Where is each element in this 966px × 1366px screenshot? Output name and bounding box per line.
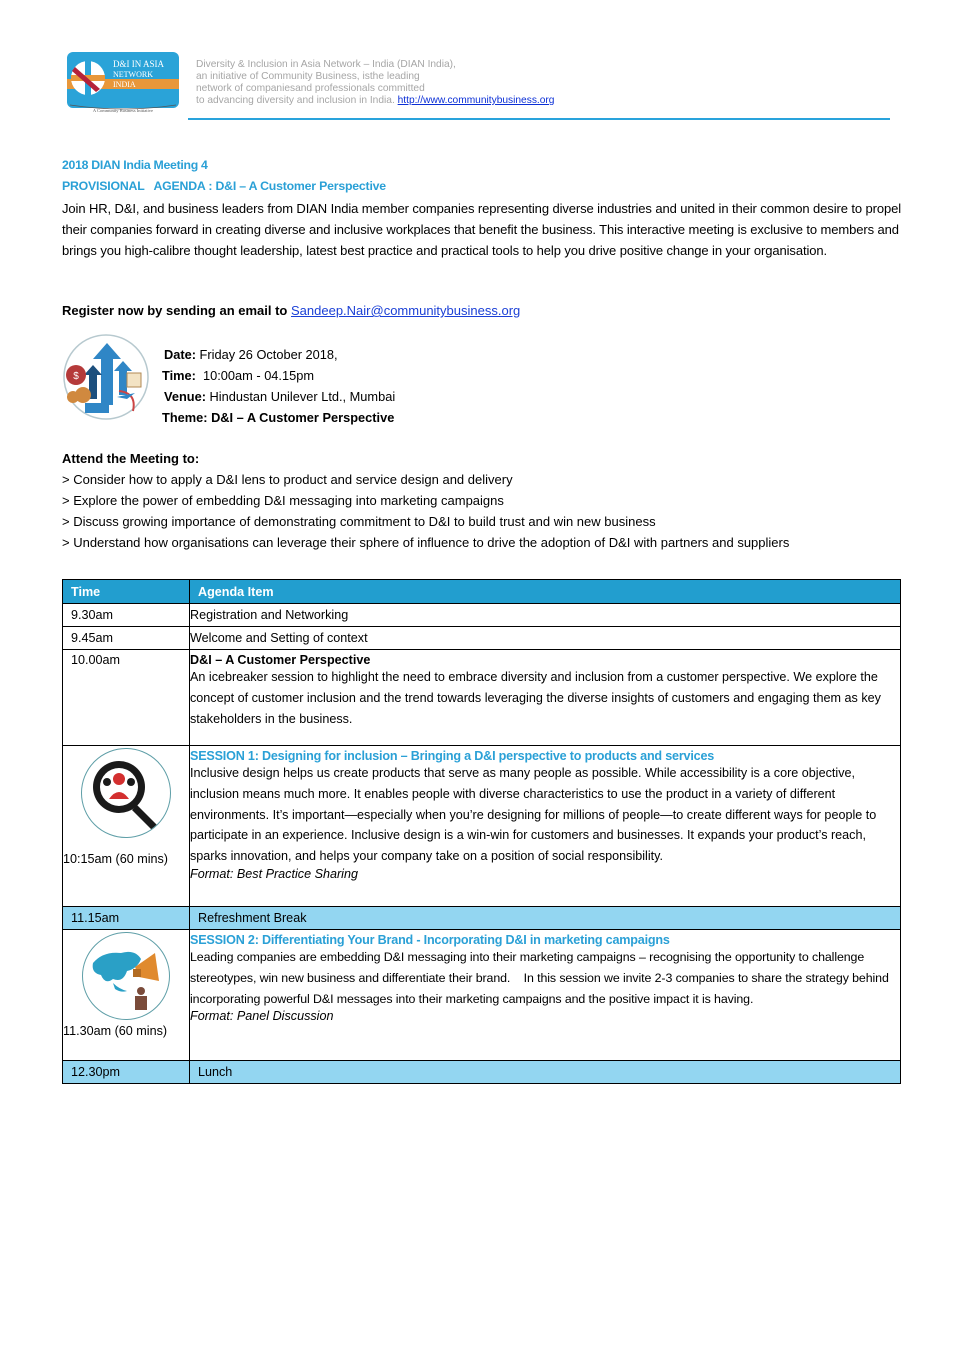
column-header-agenda-item: Agenda Item [190, 580, 901, 604]
event-date: Date: Friday 26 October 2018, [164, 347, 338, 362]
blurb-line: network of companiesand professionals committed [196, 83, 425, 94]
register-email-link[interactable]: Sandeep.Nair@communitybusiness.org [291, 303, 521, 318]
org-description [196, 59, 554, 107]
blurb-line: to advancing diversity and inclusion in India. http://www.communitybusiness.org [196, 95, 555, 106]
session-format: Format: Panel Discussion [190, 1009, 334, 1024]
header-divider [188, 118, 890, 120]
intro-paragraph: Join HR, D&I, and business leaders from DIAN India member companies representing diverse industries and united in their common desire to propel their companies forward in creating diverse and inclusive workplaces that benefit the business. This interactive meeting is exclusive to members and brings you high-calibre thought leadership, latest best practice and practical tools to help you drive positive change in your organisation. [62, 201, 902, 258]
row-time: 11.15am [63, 907, 190, 930]
table-row [63, 650, 901, 746]
asia-map-megaphone-icon [82, 932, 170, 1020]
attend-item: > Consider how to apply a D&I lens to product and service design and delivery [62, 472, 513, 487]
attend-item: > Understand how organisations can leverage their sphere of influence to drive the adoption of D&I with partners and suppliers [62, 535, 790, 550]
svg-text:$: $ [73, 371, 79, 382]
item-description: An icebreaker session to highlight the need to embrace diversity and inclusion from a customer perspective. We explore the concept of customer inclusion and the trend towards leveraging the diverse insights of customers and engaging them as key stakeholders in the business. [190, 670, 881, 726]
svg-text:D&I IN ASIA: D&I IN ASIA [113, 59, 164, 69]
row-time: 12.30pm [63, 1061, 190, 1084]
growth-chart-icon [61, 333, 151, 421]
row-time: 10.00am [63, 650, 190, 746]
meeting-title: 2018 DIAN India Meeting 4 [62, 158, 208, 172]
blurb-line: Diversity & Inclusion in Asia Network – India (DIAN India), [196, 59, 456, 70]
svg-text:INDIA: INDIA [113, 80, 136, 89]
row-item [190, 650, 901, 746]
column-header-time: Time [63, 580, 190, 604]
row-time [63, 746, 190, 907]
website-link[interactable]: http://www.communitybusiness.org [397, 95, 555, 106]
item-title: D&I – A Customer Perspective [190, 653, 371, 667]
magnifier-people-icon [81, 748, 171, 838]
svg-text:A Community Business Initiativ: A Community Business Initiative [92, 108, 154, 113]
row-time [63, 930, 190, 1061]
table-row-break [63, 1061, 901, 1084]
session-title: SESSION 2: Differentiating Your Brand - Incorporating D&I in marketing campaigns [190, 933, 670, 947]
attend-title: Attend the Meeting to: [62, 451, 200, 466]
event-theme: Theme: D&I – A Customer Perspective [162, 410, 395, 425]
row-time: 9.45am [63, 627, 190, 650]
row-item: Refreshment Break [190, 907, 901, 930]
item-description: Inclusive design helps us create products that serve as many people as possible. While accessibility is a core objective, inclusion means much more. It enables people with diverse characteristics to use the product in a variety of different environments. It’s important—especially when you’re designing for millions of people—to create different ways for people to participate in an experience. Inclusive design is a win-win for customers and businesses. It expands your product’s reach, sparks innovation, and helps your company take on a position of social responsibility. [190, 766, 877, 864]
svg-text:NETWORK: NETWORK [113, 70, 153, 79]
row-time-label: 11.30am (60 mins) [63, 1024, 168, 1038]
row-item [190, 930, 901, 1061]
row-time: 9.30am [63, 604, 190, 627]
table-row [63, 627, 901, 650]
session-format: Format: Best Practice Sharing [190, 866, 358, 881]
agenda-table [62, 579, 901, 1084]
attend-item: > Discuss growing importance of demonstrating commitment to D&I to build trust and win new business [62, 514, 656, 529]
item-description: Leading companies are embedding D&I messaging into their marketing campaigns – recognising the opportunity to challenge stereotypes, win new business and differentiate their brand. In this session we invite 2-3 companies to share the strategy behind incorporating powerful D&I messages into their marketing campaigns and the positive impact it is having. [190, 950, 893, 1006]
row-item: Lunch [190, 1061, 901, 1084]
table-row [63, 604, 901, 627]
table-header-row [63, 580, 901, 604]
session-title: SESSION 1: Designing for inclusion – Bringing a D&I perspective to products and services [190, 749, 715, 763]
attend-item: > Explore the power of embedding D&I messaging into marketing campaigns [62, 493, 504, 508]
attend-section [62, 448, 789, 553]
table-row-break [63, 907, 901, 930]
row-time-label: 10:15am (60 mins) [63, 852, 168, 866]
event-venue: Venue: Hindustan Unilever Ltd., Mumbai [164, 389, 396, 404]
table-row [63, 746, 901, 907]
row-item: Welcome and Setting of context [190, 627, 901, 650]
register-line: Register now by sending an email to Sandeep.Nair@communitybusiness.org [62, 303, 521, 318]
row-item [190, 746, 901, 907]
table-row [63, 930, 901, 1061]
event-details [162, 344, 395, 428]
event-time: Time: 10:00am - 04.15pm [162, 368, 314, 383]
blurb-line: an initiative of Community Business, isthe leading [196, 71, 420, 82]
dian-logo [66, 51, 180, 114]
agenda-title: PROVISIONAL AGENDA : D&I – A Customer Perspective [62, 179, 386, 193]
row-item: Registration and Networking [190, 604, 901, 627]
